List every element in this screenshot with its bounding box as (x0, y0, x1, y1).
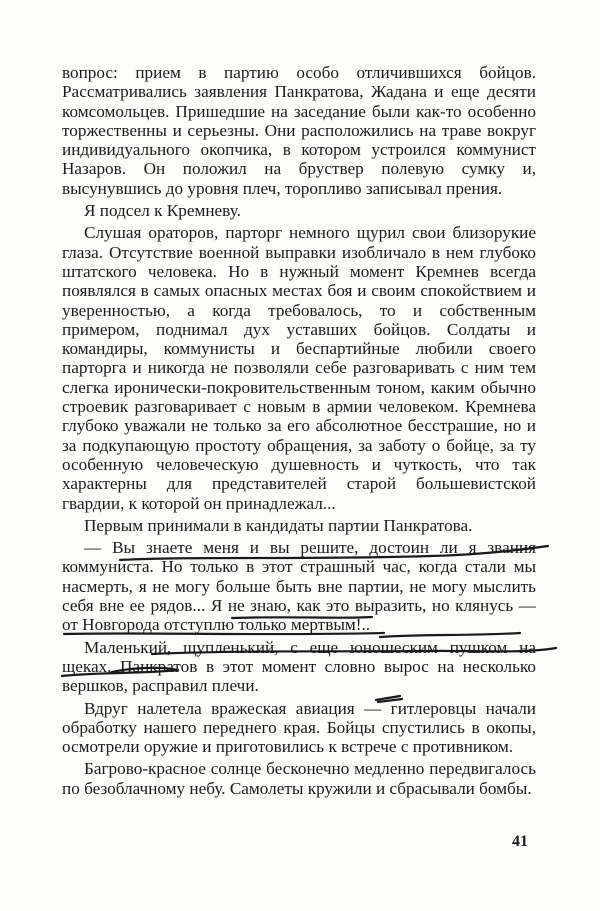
paragraph-1: вопрос: прием в партию особо отличившихся бойцов. Рассматривались заявления Панкратова, Жадана и еще десяти комсомольцев. Пришедшие на заседание были как-то особенно торжественны и серьезны. Они расположились на траве вокруг индивидуального окопчика, в котором устроился коммунист Назаров. Он положил на бруствер полевую сумку и, высунувшись до уровня плеч, торопливо записывал прения. (62, 63, 536, 198)
paragraph-8: Багрово-красное солнце бесконечно медленно передвигалось по безоблачному небу. Самолеты кружили и сбрасывали бомбы. (62, 759, 536, 798)
paragraph-2: Я подсел к Кремневу. (84, 201, 241, 221)
page-number: 41 (512, 833, 528, 850)
paragraph-5-speech: — Вы знаете меня и вы решите, достоин ли я звания коммуниста. Но только в этот страшный час, когда стали мы насмерть, я не могу больше быть вне партии, не могу мыслить себя вне ее рядов... Я не знаю, как это выразить, но клянусь — от Новгорода отступлю только мертвым!.. (62, 538, 536, 635)
page-text (62, 63, 536, 798)
paragraph-3: Слушая ораторов, парторг немного щурил свои близорукие глаза. Отсутствие военной выправки изобличало в нем глубоко штатского человека. Но в нужный момент Кремнев всегда появлялся в самых опасных местах боя и своим спокойствием и уверенностью, а когда требовалось, то и собственным примером, поднимал дух уставших бойцов. Солдаты и командиры, коммунисты и беспартийные любили своего парторга и никогда не позволяли себе разговаривать с ним тем слегка иронически-покровительственным тоном, каким обычно строевик разговаривает с новым в армии человеком. Кремнева глубоко уважали не только за его абсолютное бесстрашие, но и за подкупающую простоту обращения, за заботу о бойце, за ту особенную человеческую душевность и чуткость, что так характерны для представителей старой большевистской гвардии, к которой он принадлежал... (62, 223, 536, 513)
paragraph-6: Маленький, щупленький, с еще юношеским пушком на щеках, Панкратов в этот момент словно вырос на несколько вершков, расправил плечи. (62, 637, 536, 696)
paragraph-7: Вдруг налетела вражеская авиация — гитлеровцы начали обработку нашего переднего края. Бойцы спустились в окопы, осмотрели оружие и приготовились к встрече с противником. (62, 698, 536, 757)
paragraph-4: Первым принимали в кандидаты партии Панкратова. (84, 515, 473, 535)
